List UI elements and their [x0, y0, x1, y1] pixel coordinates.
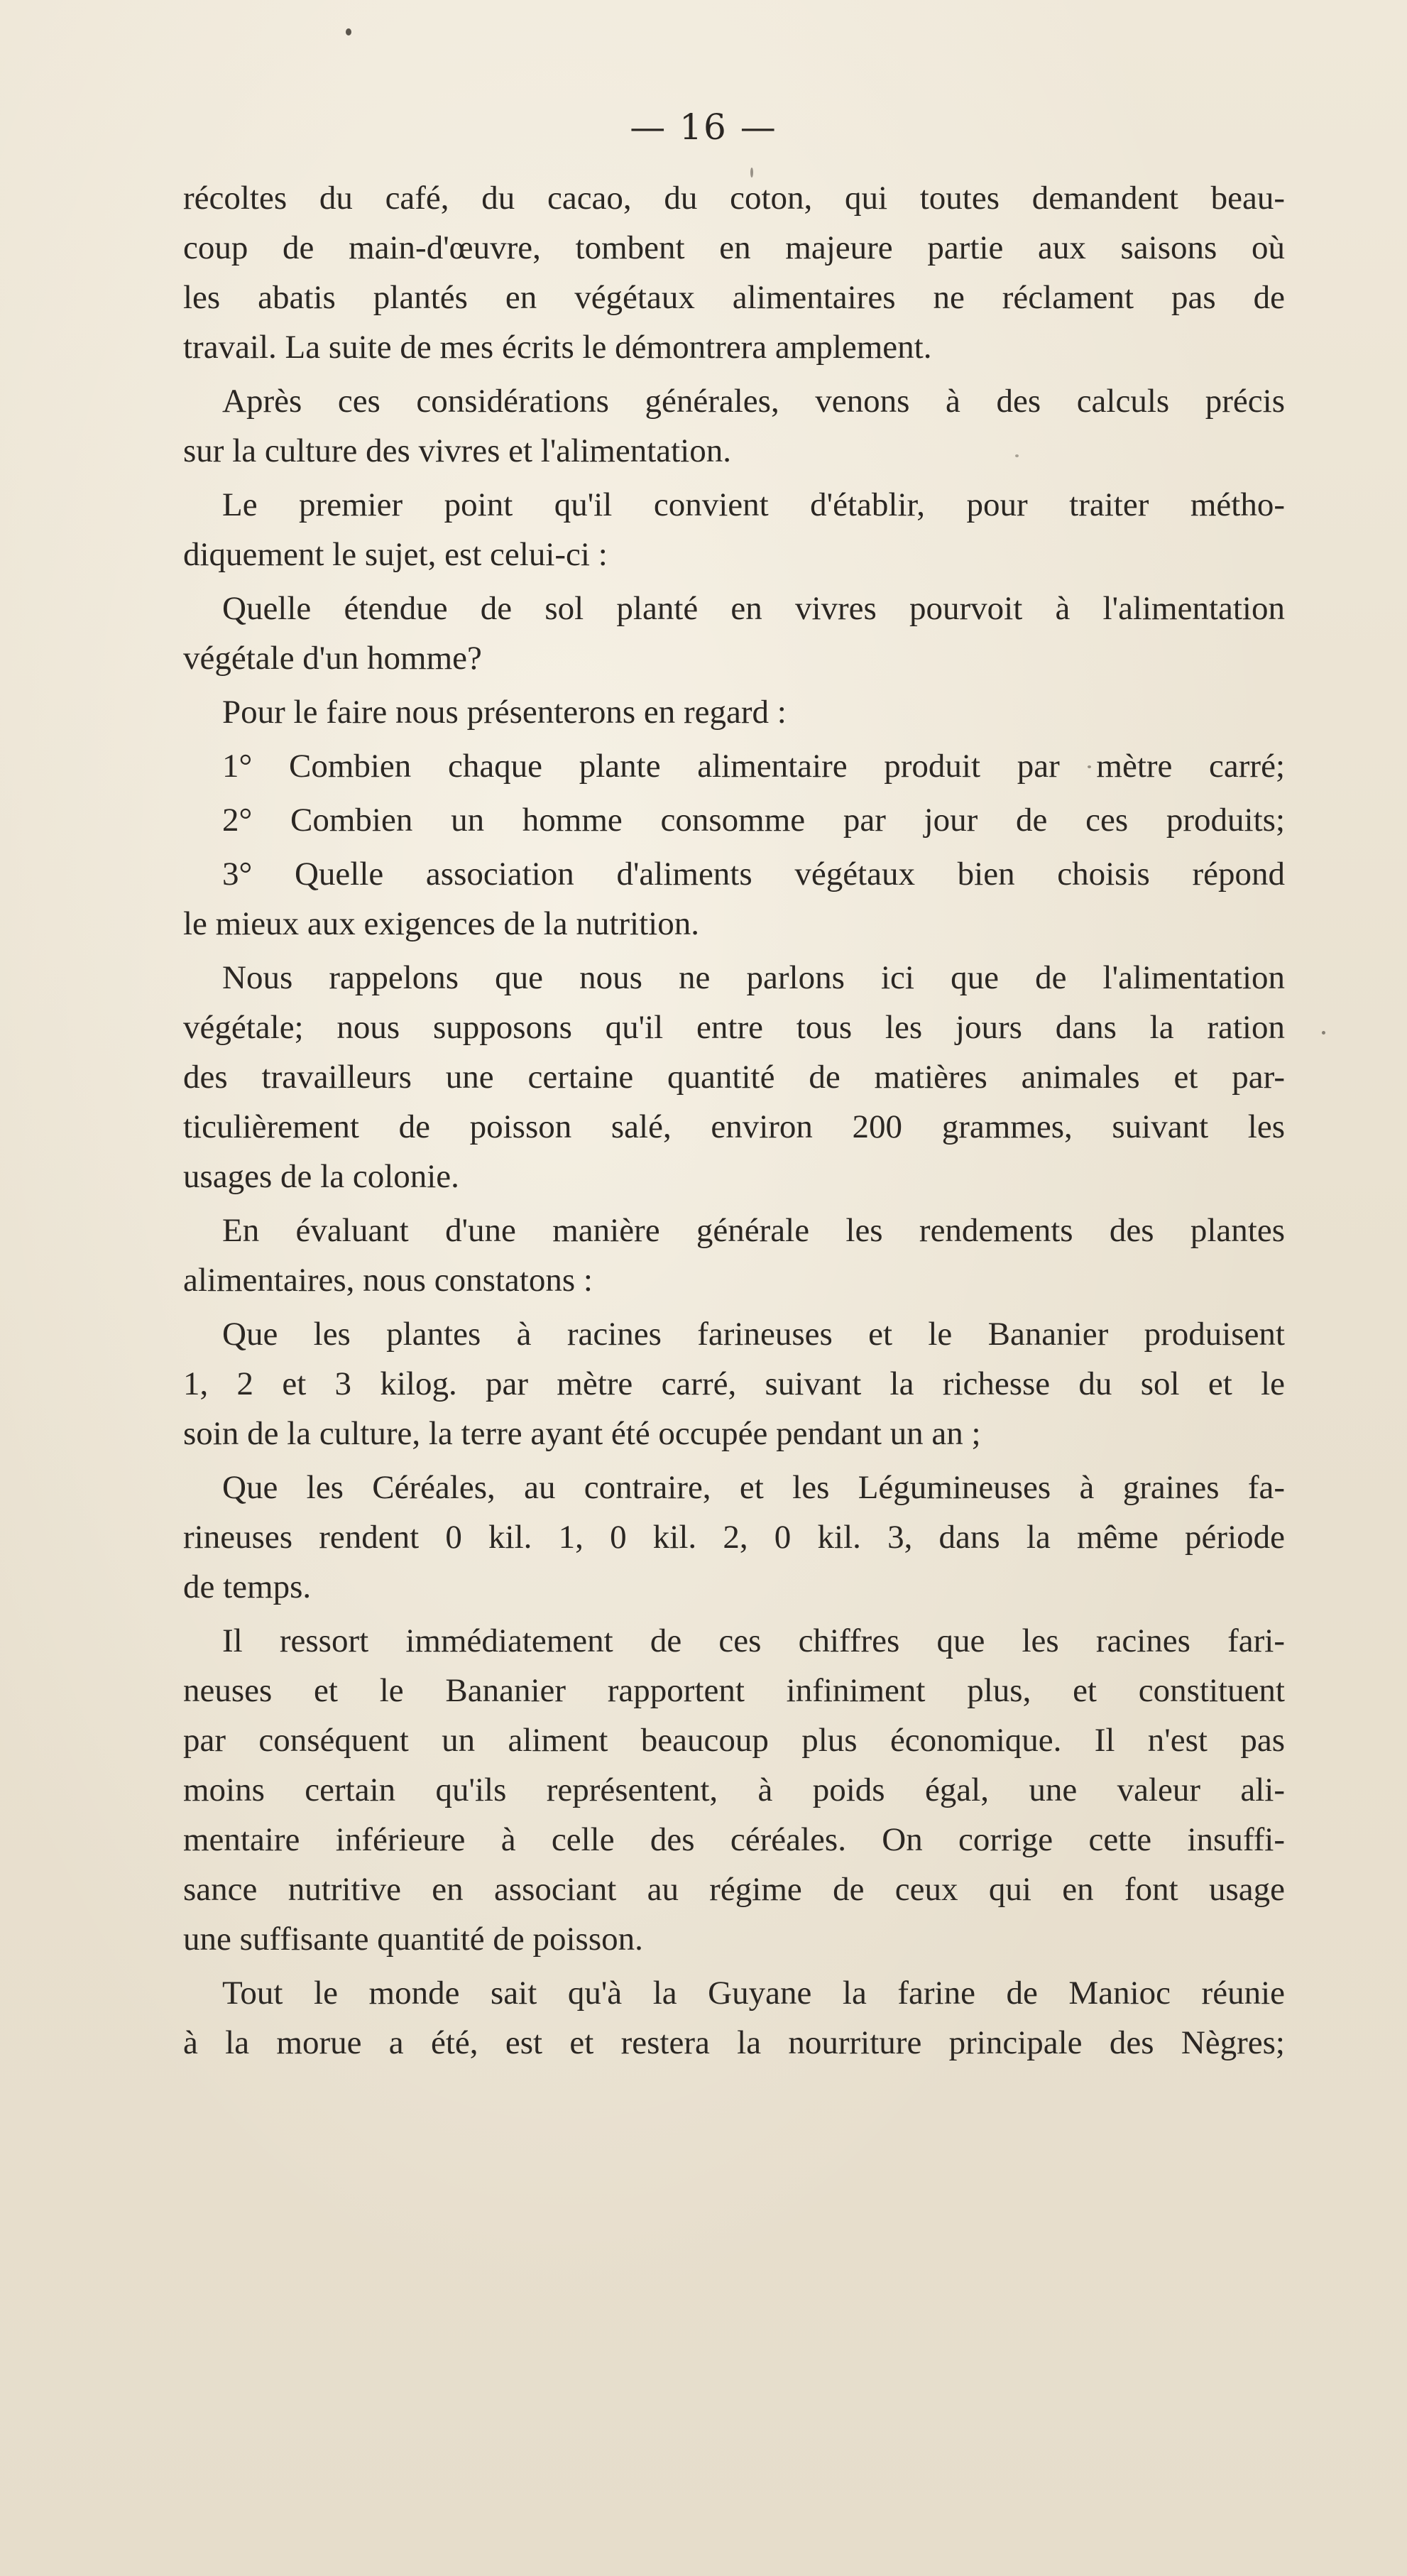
text-line: 3° Quelle association d'aliments végétaux bien choisis répond	[222, 856, 1285, 893]
list-item	[183, 741, 1285, 791]
text-line: travail. La suite de mes écrits le démontrera amplement.	[183, 329, 932, 366]
text-line: neuses et le Bananier rapportent infiniment plus, et constituent	[183, 1672, 1285, 1709]
list-item	[183, 849, 1285, 949]
list-item	[183, 795, 1285, 845]
text-line: les abatis plantés en végétaux alimentaires ne réclament pas de	[183, 279, 1285, 316]
text-line: de temps.	[183, 1568, 312, 1605]
paragraph	[183, 1309, 1285, 1458]
paragraph	[183, 173, 1285, 372]
text-line: le mieux aux exigences de la nutrition.	[183, 905, 699, 942]
text-line: moins certain qu'ils représentent, à poids égal, une valeur ali-	[183, 1772, 1285, 1808]
text-line: des travailleurs une certaine quantité de matières animales et par-	[183, 1059, 1285, 1096]
text-line: végétale d'un homme?	[183, 640, 482, 677]
text-line: Il ressort immédiatement de ces chiffres que les racines fari-	[222, 1622, 1285, 1659]
text-line: coup de main-d'œuvre, tombent en majeure partie aux saisons où	[183, 229, 1285, 266]
text-line: ticulièrement de poisson salé, environ 200 grammes, suivant les	[183, 1108, 1285, 1145]
text-line: récoltes du café, du cacao, du coton, qui toutes demandent beau-	[183, 180, 1285, 217]
paragraph	[183, 1616, 1285, 1964]
ink-speck	[346, 28, 351, 36]
text-line: 1, 2 et 3 kilog. par mètre carré, suivant la richesse du sol et le	[183, 1365, 1285, 1402]
text-line: alimentaires, nous constatons :	[183, 1262, 593, 1299]
text-line: Le premier point qu'il convient d'établir, pour traiter métho-	[222, 486, 1285, 523]
text-line: usages de la colonie.	[183, 1158, 459, 1195]
text-line: En évaluant d'une manière générale les rendements des plantes	[222, 1212, 1285, 1249]
text-line: sance nutritive en associant au régime de ceux qui en font usage	[183, 1871, 1285, 1908]
text-line: Nous rappelons que nous ne parlons ici que de l'alimentation	[222, 959, 1285, 996]
paragraph	[183, 953, 1285, 1201]
text-line: à la morue a été, est et restera la nourriture principale des Nègres;	[183, 2024, 1285, 2061]
text-line: diquement le sujet, est celui-ci :	[183, 536, 608, 573]
text-line: une suffisante quantité de poisson.	[183, 1921, 643, 1958]
text-line: sur la culture des vivres et l'alimentation.	[183, 432, 731, 469]
text-line: Tout le monde sait qu'à la Guyane la farine de Manioc réunie	[222, 1975, 1285, 2012]
text-line: mentaire inférieure à celle des céréales. On corrige cette insuffi-	[183, 1821, 1285, 1858]
text-line: par conséquent un aliment beaucoup plus économique. Il n'est pas	[183, 1722, 1285, 1759]
text-line: Que les Céréales, au contraire, et les Légumineuses à graines fa-	[222, 1469, 1285, 1506]
text-line: Pour le faire nous présenterons en regard :	[222, 694, 787, 731]
page-number: — 16 —	[630, 107, 777, 148]
paragraph	[183, 480, 1285, 579]
paragraph	[183, 1206, 1285, 1305]
text-line: végétale; nous supposons qu'il entre tous les jours dans la ration	[183, 1009, 1285, 1046]
paragraph	[183, 1968, 1285, 2068]
body-text	[183, 173, 1285, 2068]
text-line: 2° Combien un homme consomme par jour de ces produits;	[222, 802, 1285, 839]
text-line: Quelle étendue de sol planté en vivres pourvoit à l'alimentation	[222, 590, 1285, 627]
text-line: soin de la culture, la terre ayant été occupée pendant un an ;	[183, 1415, 981, 1452]
paragraph	[183, 687, 1285, 737]
text-line: Que les plantes à racines farineuses et le Bananier produisent	[222, 1316, 1285, 1353]
text-line: 1° Combien chaque plante alimentaire produit par mètre carré;	[222, 748, 1285, 785]
paragraph	[183, 1463, 1285, 1612]
text-line: Après ces considérations générales, venons à des calculs précis	[222, 383, 1285, 420]
text-line: rineuses rendent 0 kil. 1, 0 kil. 2, 0 kil. 3, dans la même période	[183, 1519, 1285, 1556]
paragraph	[183, 376, 1285, 476]
ink-speck	[1322, 1031, 1325, 1035]
paragraph	[183, 584, 1285, 683]
